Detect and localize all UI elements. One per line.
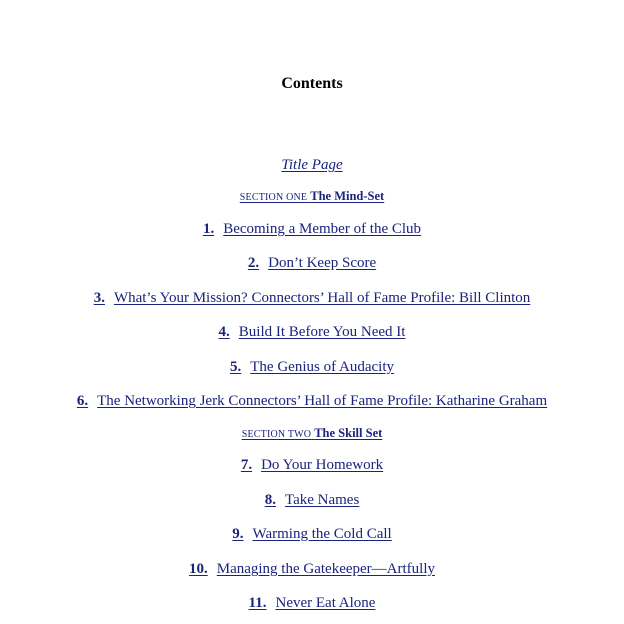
chapter-title: Take Names — [284, 492, 360, 508]
toc-entry-chapter-1 — [0, 219, 624, 239]
chapter-number: 1. — [202, 221, 215, 237]
chapter-link[interactable] — [241, 457, 383, 473]
section-label: SECTION ONE — [239, 192, 308, 203]
chapter-link[interactable] — [232, 526, 391, 542]
toc-section-two — [0, 423, 624, 445]
section-two-link[interactable] — [242, 426, 383, 440]
chapter-number: 9. — [232, 526, 244, 542]
toc-entry-chapter-9 — [0, 524, 624, 544]
chapter-number: 11. — [248, 595, 267, 611]
toc-entry-chapter-7 — [0, 455, 624, 475]
toc-entry-chapter-10 — [0, 559, 624, 579]
section-title: The Skill Set — [314, 426, 383, 440]
title-page-link[interactable]: Title Page — [281, 157, 343, 173]
chapter-title: Warming the Cold Call — [252, 526, 392, 542]
chapter-link[interactable] — [249, 595, 376, 611]
section-label: SECTION TWO — [241, 429, 312, 440]
chapter-title: Managing the Gatekeeper—Artfully — [216, 561, 435, 577]
toc-entry-chapter-2 — [0, 253, 624, 273]
chapter-link[interactable] — [219, 324, 406, 340]
chapter-title: Never Eat Alone — [275, 595, 376, 611]
chapter-number: 3. — [93, 290, 105, 306]
chapter-number: 2. — [247, 255, 260, 271]
chapter-title: Build It Before You Need It — [238, 324, 406, 340]
chapter-number: 5. — [230, 359, 242, 375]
chapter-link[interactable] — [230, 359, 394, 375]
chapter-link[interactable] — [248, 255, 376, 271]
chapter-number: 6. — [76, 393, 89, 409]
chapter-number: 10. — [188, 561, 208, 577]
chapter-link[interactable] — [94, 290, 531, 306]
chapter-number: 4. — [218, 324, 230, 340]
chapter-link[interactable] — [189, 561, 435, 577]
section-title: The Mind-Set — [310, 189, 385, 203]
chapter-title: The Genius of Audacity — [250, 359, 394, 375]
chapter-title: Don’t Keep Score — [268, 255, 377, 271]
toc-entry-chapter-11 — [0, 593, 624, 613]
toc-entry-chapter-4 — [0, 322, 624, 342]
chapter-title: Do Your Homework — [261, 457, 384, 473]
toc-entry-chapter-5 — [0, 357, 624, 377]
toc-section-one — [0, 186, 624, 208]
contents-heading: Contents — [281, 75, 343, 92]
toc-entry-chapter-6 — [0, 391, 624, 411]
chapter-title: Becoming a Member of the Club — [223, 221, 422, 237]
chapter-link[interactable] — [265, 492, 360, 508]
chapter-title: What’s Your Mission? Connectors’ Hall of Fame Profile: Bill Clinton — [113, 290, 531, 306]
chapter-title: The Networking Jerk Connectors’ Hall of Fame Profile: Katharine Graham — [97, 393, 548, 409]
chapter-number: 8. — [264, 492, 276, 508]
toc-entry-title-page — [0, 155, 624, 175]
toc-entry-chapter-3 — [0, 288, 624, 308]
chapter-link[interactable] — [77, 393, 547, 409]
toc-entry-chapter-8 — [0, 490, 624, 510]
section-one-link[interactable] — [240, 189, 384, 203]
chapter-number: 7. — [240, 457, 253, 473]
chapter-link[interactable] — [203, 221, 421, 237]
